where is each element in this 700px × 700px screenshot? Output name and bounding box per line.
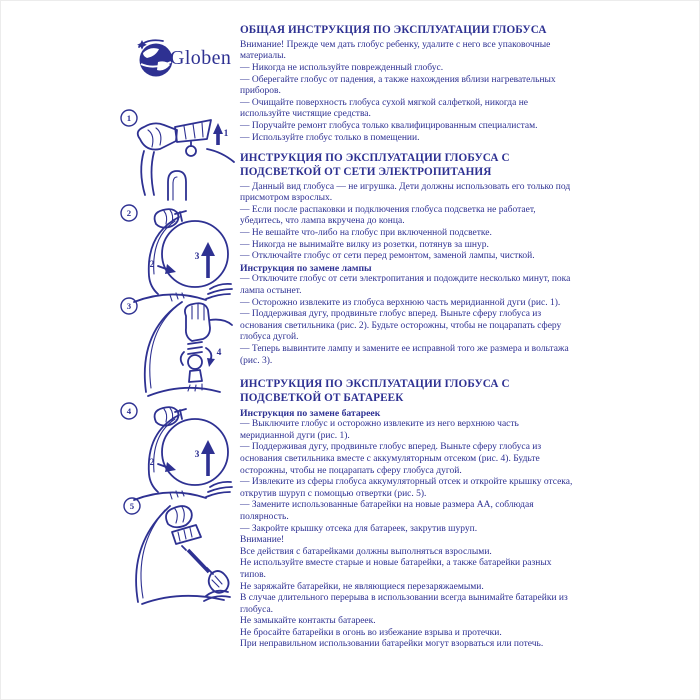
section-title: ИНСТРУКЦИЯ ПО ЭКСПЛУАТАЦИИ ГЛОБУСА С ПОДСВЕТКОЙ ОТ СЕТИ ЭЛЕКТРОПИТАНИЯ	[240, 152, 510, 178]
instruction-paragraph: — Закройте крышку отсека для батареек, закрутив шуруп.	[240, 523, 478, 534]
instruction-paragraph: — Не вешайте что-либо на глобус при включенной подсветке.	[240, 227, 492, 238]
section-mains-powered	[240, 152, 574, 367]
wrist-drawing	[141, 151, 154, 195]
section-title: ОБЩАЯ ИНСТРУКЦИЯ ПО ЭКСПЛУАТАЦИИ ГЛОБУСА	[240, 24, 547, 36]
subsection-title-battery-replacement: Инструкция по замене батареек	[240, 407, 381, 419]
screw-drawing	[182, 546, 186, 550]
base-drawing	[148, 388, 220, 396]
base-drawing	[142, 596, 224, 604]
instruction-paragraph: — Оберегайте глобус от падения, а также нахождения вблизи нагревательных приборов.	[240, 74, 556, 97]
hand-top-drawing	[166, 506, 192, 527]
warning-paragraph: Не используйте вместе старые и новые батарейки, а также батарейки разных типов.	[240, 558, 552, 580]
instruction-paragraph: — Если после распаковки и подключения глобуса подсветка не работает, убедитесь, что лампа вкручена до конца.	[240, 204, 536, 227]
step-label-3: 3	[194, 450, 200, 460]
brand-logo	[133, 35, 231, 81]
instruction-paragraph: — Поддерживая дугу, продвиньте глобус вперед. Выньте сферу глобуса из основания светильника (рис. 2). Будьте осторожны, чтобы не поцарапать сферу глобуса дугой.	[240, 309, 562, 343]
instruction-paragraph: — Никогда не вынимайте вилку из розетки, потянув за шнур.	[240, 239, 489, 250]
section-battery-powered	[240, 378, 574, 651]
arc-end-drawing	[168, 171, 186, 200]
figure-3-replace-lamp	[118, 292, 238, 409]
section-general-instruction	[240, 24, 574, 144]
instruction-paragraph: — Осторожно извлеките из глобуса верхнюю часть меридианной дуги (рис. 1).	[240, 297, 561, 308]
instruction-paragraph: — Очищайте поверхность глобуса сухой мягкой салфеткой, никогда не используйте чистящие средства.	[240, 97, 529, 120]
twist-arrow-icon	[181, 352, 184, 365]
instruction-paragraph: — Теперь вывинтите лампу и замените ее исправной того же размера и вольтажа (рис. 3).	[240, 343, 569, 366]
lamp-socket-drawing	[189, 370, 202, 382]
screwdriver-shaft-drawing	[188, 550, 209, 572]
step-label-4: 4	[216, 348, 222, 358]
step-label-2: 2	[149, 260, 155, 270]
warning-paragraph: Не бросайте батарейки в огонь во избежание взрыва и протечки.	[240, 627, 502, 638]
lamp-bulb-drawing	[188, 355, 202, 369]
section-title: ИНСТРУКЦИЯ ПО ЭКСПЛУАТАЦИИ ГЛОБУСА С ПОДСВЕТКОЙ ОТ БАТАРЕЕК	[240, 378, 510, 404]
arm-drawing	[210, 320, 232, 325]
instruction-paragraph: — Поддерживая дугу, продвиньте глобус вперед. Выньте сферу глобуса из основания светильника вместе с аккумуляторным отсеком (рис. 4). Будьте осторожны, чтобы не поцарапать сферу глобуса дугой.	[240, 442, 542, 476]
instruction-paragraph: — Извлеките из сферы глобуса аккумуляторный отсек и откройте крышку отсека, открутив шуруп с помощью отвертки (рис. 5).	[240, 477, 573, 499]
cap-ball-drawing	[186, 146, 196, 156]
instruction-paragraph: — Поручайте ремонт глобуса только квалифицированным специалистам.	[240, 120, 538, 131]
instruction-paragraph: — Данный вид глобуса — не игрушка. Дети должны использовать его только под присмотром взрослых.	[240, 181, 571, 204]
warning-paragraph: Все действия с батарейками должны выполняться взрослыми.	[240, 546, 492, 557]
instruction-paragraph: — Отключите глобус от сети электропитания и подождите несколько минут, пока лампа остынет.	[240, 274, 571, 296]
instruction-paragraph: — Замените использованные батарейки на новые размера AA, соблюдая полярность.	[240, 500, 534, 522]
subsection-title-lamp-replacement: Инструкция по замене лампы	[240, 262, 372, 274]
globe-arc-drawing	[207, 149, 234, 162]
step-label-3: 3	[194, 252, 200, 262]
warning-paragraph: В случае длительного перерыва в использовании всегда вынимайте батарейки из глобуса.	[240, 593, 568, 615]
warning-paragraph: Не заряжайте батарейки, не являющиеся перезаряжаемыми.	[240, 581, 484, 592]
figure-2-number: 2	[126, 208, 132, 219]
lamp-thread-drawing	[188, 342, 202, 354]
instruction-paragraph: — Выключите глобус и осторожно извлеките из него верхнюю часть меридианной дуги (рис. 1).	[240, 419, 519, 441]
warning-label: Внимание!	[240, 535, 285, 546]
figure-5-number: 5	[129, 501, 135, 512]
screwdriver-handle-drawing	[209, 571, 229, 593]
step-label-1: 1	[223, 129, 229, 139]
instruction-paragraph: — Отключайте глобус от сети перед ремонтом, заменой лампы, чисткой.	[240, 251, 535, 262]
meridian-cap-drawing	[175, 120, 211, 142]
figure-1-number: 1	[126, 113, 132, 124]
instruction-paragraph: Внимание! Прежде чем дать глобус ребенку, удалите с него все упаковочные материалы.	[240, 39, 551, 62]
warning-paragraph: Не замыкайте контакты батареек.	[240, 616, 376, 627]
step-label-2: 2	[149, 458, 155, 468]
figure-5-open-battery-box	[112, 492, 244, 617]
figure-3-number: 3	[126, 301, 132, 312]
figure-4-number: 4	[126, 406, 132, 417]
instruction-paragraph: — Никогда не используйте поврежденный глобус.	[240, 62, 444, 73]
hand-drawing	[138, 123, 177, 149]
instruction-paragraph: — Используйте глобус только в помещении.	[240, 132, 420, 143]
brand-name: Globen	[170, 46, 232, 69]
warning-paragraph: При неправильном использовании батарейки могут взорваться или потечь.	[240, 639, 544, 650]
